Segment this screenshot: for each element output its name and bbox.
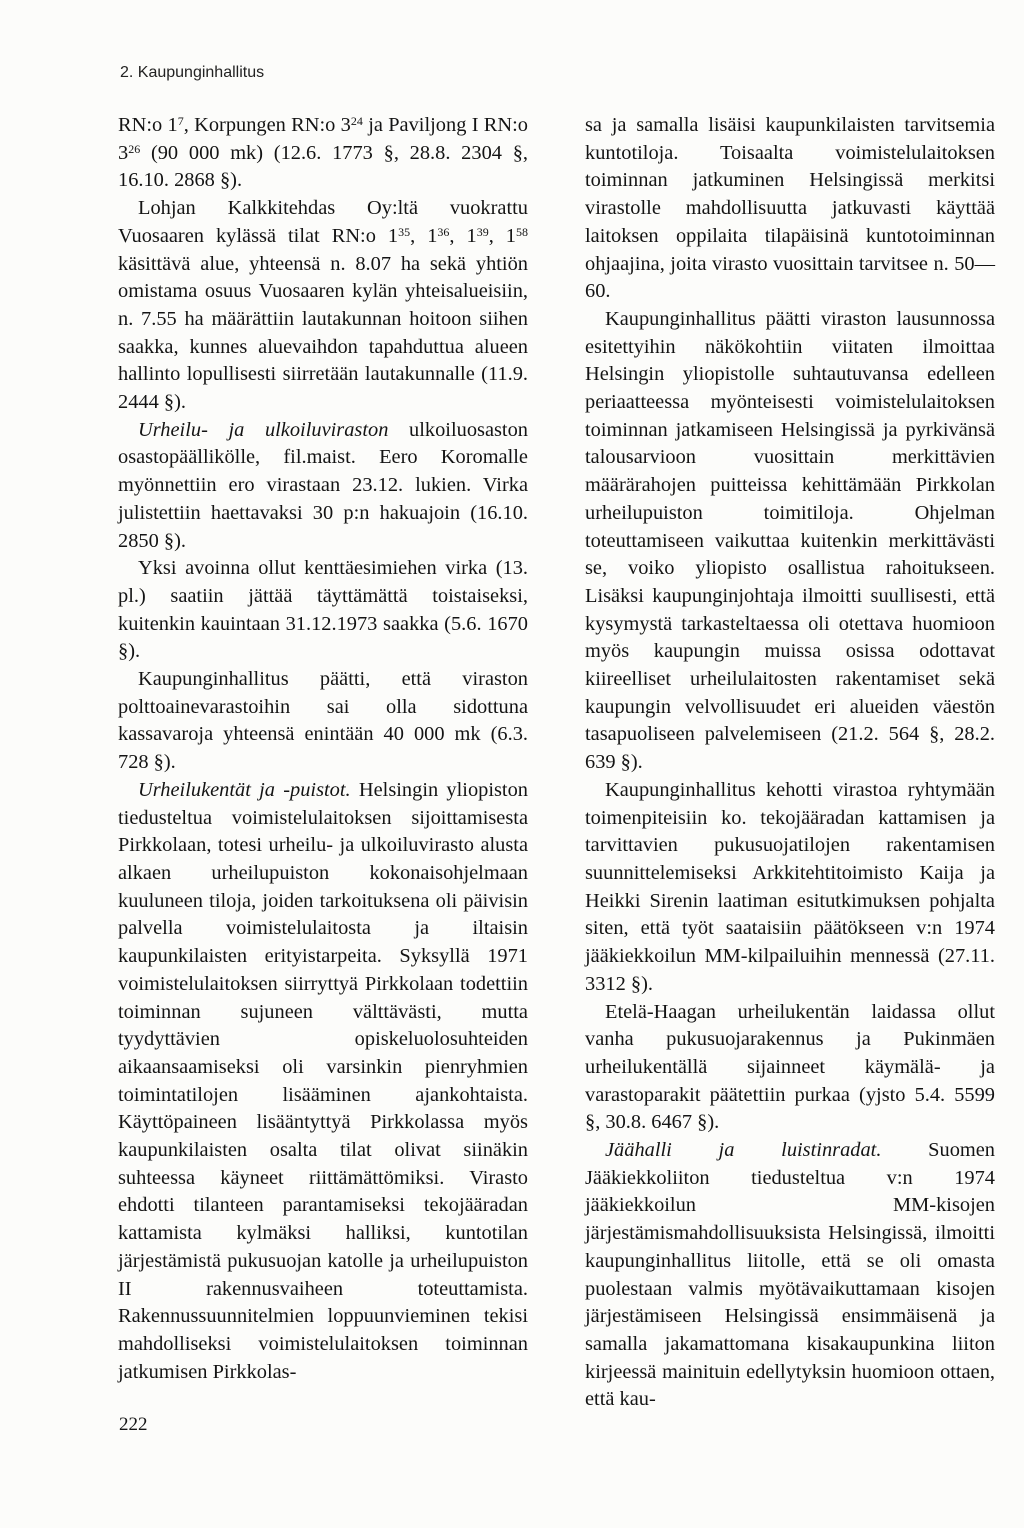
paragraph-kenttaesimies: Yksi avoinna ollut kenttäesimiehen virka (13. pl.) saatiin jättää täyttämättä toistaiseksi, kuitenkin kauintaan 31.12.1973 saakka (5.6. 1670 §). [118, 557, 528, 663]
left-column [118, 112, 528, 1386]
paragraph-ulkoiluosasto: Urheilu- ja ulkoiluviraston ulkoiluosaston osastopäällikölle, fil.maist. Eero Koromalle myönnettiin ero virastaan 23.12. lukien. Virka julistettiin haettavaksi 30 p:n hakuajoin (16.10. 2850 §). [118, 418, 528, 552]
page-number: 222 [119, 1414, 148, 1435]
paragraph-continuation: sa ja samalla lisäisi kaupunkilaisten tarvitsemia kuntotiloja. Toisaalta voimistelulaitoksen toiminnan jatkuminen Helsingissä merkitsi virastolle mahdollisuutta jatkuvasti käyttää laitoksen oppilaita tilapäisinä kuntotoiminnan ohjaajina, joita virasto vuosittain tarvitsee n. 50—60. [585, 114, 995, 303]
paragraph-jaahalli: Jäähalli ja luistinradat. Suomen Jääkiekkoliiton tiedusteltua v:n 1974 jääkiekkoilun MM-kisojen järjestämismahdollisuuksista Helsingissä, ilmoitti kaupunginhallitus liitolle, että se oli omasta puolestaan valmis myötävaikuttamaan kisojen järjestämiseen Helsingissä ensimmäisenä ja samalla jakamattomana kisakaupunkina liiton kirjeessä mainituin edellytyksin huomioon ottaen, että kau- [585, 1139, 996, 1411]
section-heading-urheilukentat: Urheilukentät ja -puistot. [138, 778, 351, 801]
section-heading-urheilu: Urheilu- ja ulkoiluviraston [138, 418, 389, 441]
paragraph-pukusuoja: Etelä-Haagan urheilukentän laidassa ollut vanha pukusuojarakennus ja Pukinmäen urheilukentällä sijainneet käymälä- ja varastoparakit päätettiin purkaa (yjsto 5.4. 5599 §, 30.8. 6467 §). [585, 1000, 995, 1134]
right-column [585, 112, 995, 1414]
paragraph-yliopisto: Kaupunginhallitus päätti viraston lausunnossa esitettyihin näkökohtiin viitaten ilmoittaa Helsingin yliopistolle suhtautuvansa edelleen periaatteessa myönteisesti voimistelulaitoksen toiminnan jatkamiseen Helsingissä ja pyrkivänsä talousarvioon vuosittain merkittävien määrärahojen puitteissa kehittämään Pirkkolan urheilupuiston toimitiloja. Ohjelman toteuttamiseen vaikuttaa kuitenkin merkittävästi se, voiko yliopisto osallistua rahoitukseen. Lisäksi kaupunginjohtaja ilmoitti suullisesti, että kysymystä tarkasteltaessa oli otettava huomioon myös kaupungin muissa osissa odottavat kiireelliset urheilulaitosten rakentamiset sekä kaupungin velvollisuudet eri alueiden väestön tasapuoliseen palvelemiseen (21.2. 564 §, 28.2. 639 §). [585, 307, 995, 774]
paragraph-polttoaine: Kaupunginhallitus päätti, että viraston polttoainevarastoihin sai olla sidottuna kassavaroja yhteensä enintään 40 000 mk (6.3. 728 §). [118, 668, 528, 774]
paragraph-lohjan-kalkkitehdas: Lohjan Kalkkitehdas Oy:ltä vuokrattu Vuosaaren kylässä tilat RN:o $1^{35}$, $1^{36}$, $1^{39}$, $1^{58}$ käsittävä alue, yhteensä n. 8.07 ha sekä yhtiön omistama osuus Vuosaaren kylän yhteisalueisiin, n. 7.55 ha määrättiin lautakunnan hoitoon siihen saakka, kunnes aluevaihdon tapahduttua alueen hallinto lopullisesti siirretään lautakunnalle (11.9. 2444 §). [118, 197, 528, 414]
paragraph-urheilukentat: Urheilukentät ja -puistot. Helsingin yliopiston tiedusteltua voimistelulaitoksen sijoittamisesta Pirkkolaan, totesi urheilu- ja ulkoiluvirasto alusta alkaen urheilupuiston kokonaisohjelmaan kuuluneen tiloja, joiden tarkoituksena oli päivisin palvella voimistelulaitosta ja iltaisin kaupunkilaisten erityistarpeita. Syksyllä 1971 voimistelulaitoksen siirryttyä Pirkkolaan todettiin toiminnan sujuneen välttävästi, mutta tyydyttävien opiskeluolosuhteiden aikaansaamiseksi oli varsinkin pienryhmien toimintatilojen lisääminen ajankohtaista. Käyttöpaineen lisääntyttyä Pirkkolassa myös kaupunkilaisten osalta tilat olivat siinäkin suhteessa käyneet riittämättömiksi. Virasto ehdotti tilanteen parantamiseksi tekojääradan kattamista kylmäksi halliksi, kuntotilan järjestämistä pukusuojan katolle ja urheilupuiston II rakennusvaiheen toteuttamista. Rakennussuunnitelmien loppuunvieminen tekisi mahdolliseksi voimistelulaitoksen toiminnan jatkumisen Pirkkolas- [118, 778, 528, 1383]
section-heading-jaahalli: Jäähalli ja luistinradat. [605, 1139, 882, 1162]
paragraph-property-list: RN:o $1^7$, Korpungen RN:o $3^{24}$ ja Paviljong I RN:o $3^{26}$ (90 000 mk) (12.6. 1773 §, 28.8. 2304 §, 16.10. 2868 §). [118, 114, 528, 192]
paragraph-tekojaarata: Kaupunginhallitus kehotti virastoa ryhtymään toimenpiteisiin ko. tekojääradan kattamisen ja tarvittavien pukusuojatilojen rakentamisen suunnittelemiseksi Arkkitehtitoimisto Kaija ja Heikki Sirenin laatiman esitutkimuksen pohjalta siten, että työt saataisiin päätökseen v:n 1974 jääkiekkoilun MM-kilpailuihin mennessä (27.11. 3312 §). [585, 778, 995, 995]
running-header: 2. Kaupunginhallitus [120, 64, 265, 81]
